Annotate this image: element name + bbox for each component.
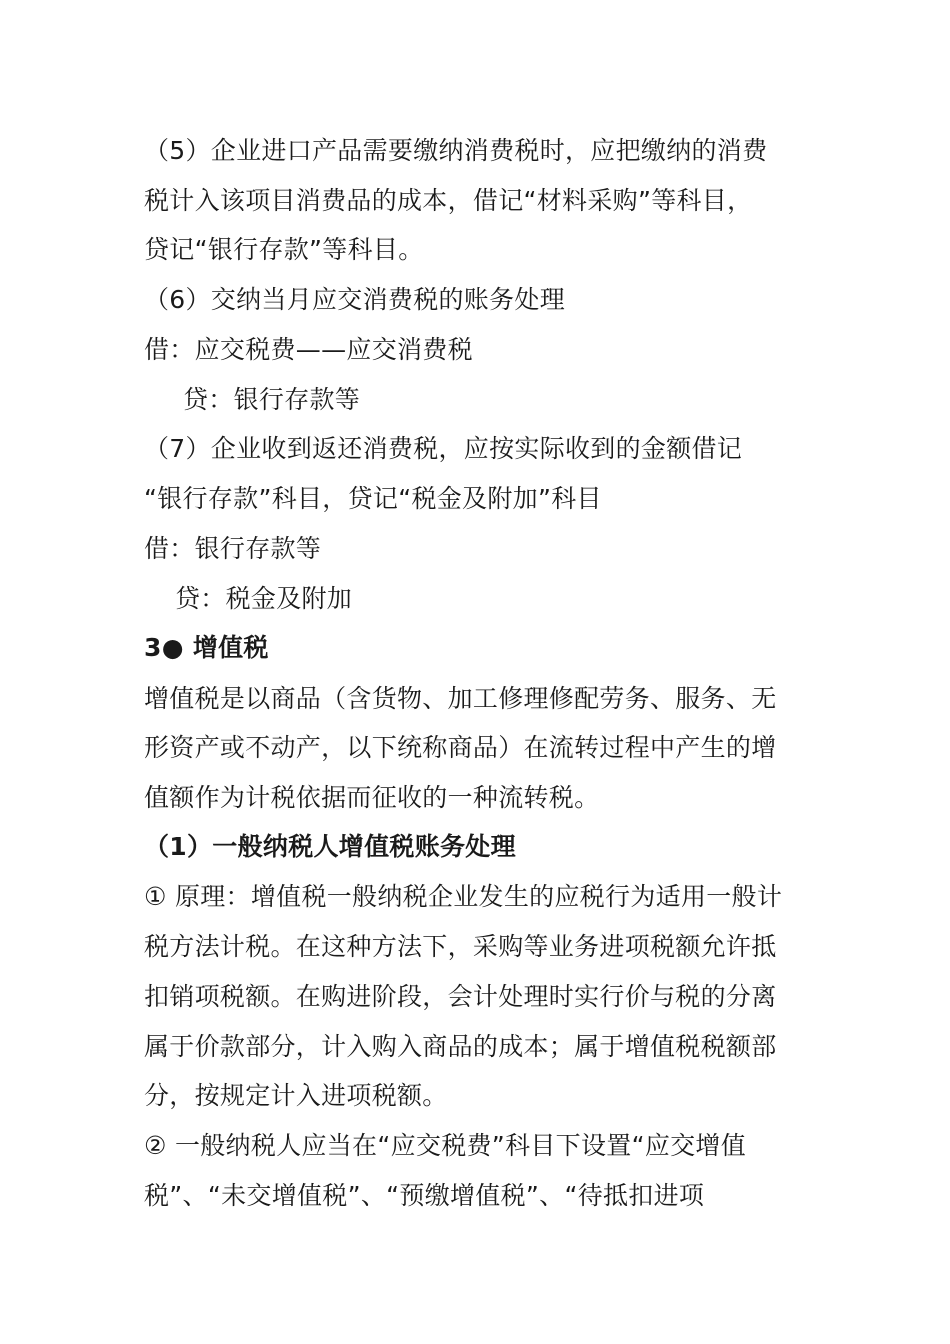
- paragraph-line: 贷记“银行存款”等科目。: [144, 235, 424, 264]
- paragraph-line: （6）交纳当月应交消费税的账务处理: [144, 285, 566, 314]
- paragraph-line: 值额作为计税依据而征收的一种流转税。: [144, 783, 600, 812]
- paragraph-line: 形资产或不动产，以下统称商品）在流转过程中产生的增: [144, 733, 777, 762]
- paragraph-line: 税计入该项目消费品的成本，借记“材料采购”等科目，: [144, 186, 753, 215]
- journal-credit-line: 贷：银行存款等: [183, 385, 361, 414]
- paragraph-line: ② 一般纳税人应当在“应交税费”科目下设置“应交增值: [144, 1131, 747, 1160]
- paragraph-line: 税”、“未交增值税”、“预缴增值税”、“待抵扣进项: [144, 1181, 705, 1210]
- paragraph-line: 扣销项税额。在购进阶段，会计处理时实行价与税的分离: [144, 982, 777, 1011]
- paragraph-line: 税方法计税。在这种方法下，采购等业务进项税额允许抵: [144, 932, 777, 961]
- subsection-heading: （1）一般纳税人增值税账务处理: [144, 832, 516, 861]
- paragraph-line: （5）企业进口产品需要缴纳消费税时，应把缴纳的消费: [144, 136, 768, 165]
- paragraph-line: “银行存款”科目，贷记“税金及附加”科目: [144, 484, 602, 513]
- journal-debit-line: 借：银行存款等: [144, 534, 322, 563]
- journal-credit-line: 贷：税金及附加: [175, 584, 353, 613]
- paragraph-line: 分，按规定计入进项税额。: [144, 1081, 448, 1110]
- journal-debit-line: 借：应交税费——应交消费税: [144, 335, 473, 364]
- section-heading: 3● 增值税: [144, 633, 269, 662]
- paragraph-line: 增值税是以商品（含货物、加工修理修配劳务、服务、无: [144, 684, 777, 713]
- paragraph-line: 属于价款部分，计入购入商品的成本；属于增值税税额部: [144, 1032, 777, 1061]
- paragraph-line: （7）企业收到返还消费税，应按实际收到的金额借记: [144, 434, 743, 463]
- paragraph-line: ① 原理：增值税一般纳税企业发生的应税行为适用一般计: [144, 882, 783, 911]
